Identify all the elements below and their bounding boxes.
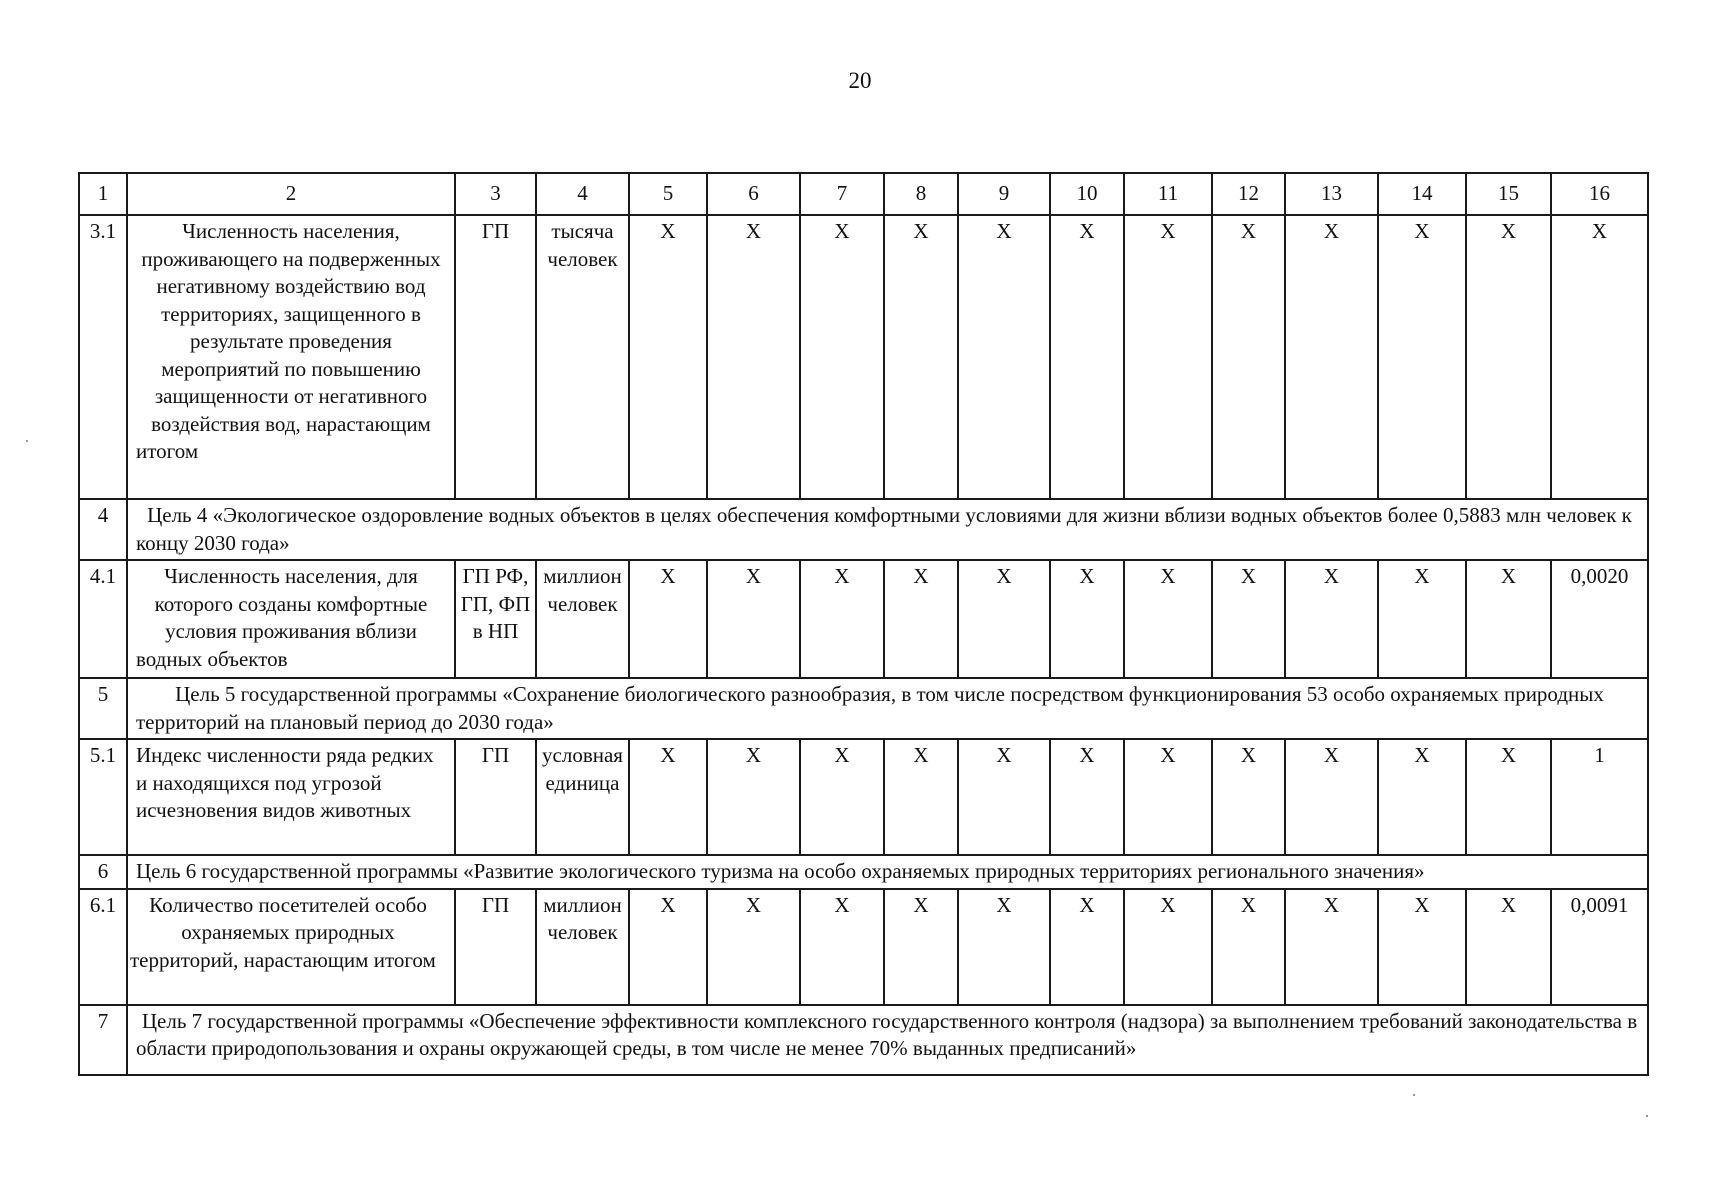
value-cell: X <box>629 560 707 678</box>
column-number: 4 <box>536 173 629 215</box>
indicator-unit: тысяча человек <box>536 215 629 499</box>
value-cell: X <box>800 739 884 855</box>
value-cell: X <box>958 560 1050 678</box>
value-cell: X <box>1124 739 1212 855</box>
value-cell: X <box>800 560 884 678</box>
indicator-row-5-1 <box>79 739 1648 855</box>
goal-row-5 <box>79 678 1648 739</box>
goal-row-7 <box>79 1005 1648 1075</box>
value-cell: X <box>1285 560 1378 678</box>
value-cell: X <box>1124 560 1212 678</box>
column-number: 8 <box>884 173 958 215</box>
value-cell: X <box>884 739 958 855</box>
value-cell: X <box>1466 560 1551 678</box>
value-cell: X <box>1378 889 1466 1005</box>
column-number: 10 <box>1050 173 1124 215</box>
value-cell: 1 <box>1551 739 1648 855</box>
indicators-table <box>78 172 1649 1076</box>
indicator-row-4-1 <box>79 560 1648 678</box>
row-number: 7 <box>79 1005 127 1075</box>
goal-text: Цель 5 государственной программы «Сохранение биологического разнообразия, в том числе посредством функционирования 53 особо охраняемых природных территорий на плановый период до 2030 года» <box>127 678 1648 739</box>
value-cell: X <box>1212 889 1285 1005</box>
value-cell: X <box>958 739 1050 855</box>
column-number: 14 <box>1378 173 1466 215</box>
value-cell: X <box>1212 739 1285 855</box>
column-number: 9 <box>958 173 1050 215</box>
indicator-level: ГП <box>455 739 536 855</box>
value-cell: 0,0020 <box>1551 560 1648 678</box>
goal-row-4 <box>79 499 1648 560</box>
indicator-level: ГП РФ, ГП, ФП в НП <box>455 560 536 678</box>
column-number: 15 <box>1466 173 1551 215</box>
value-cell: X <box>1378 215 1466 499</box>
indicator-row-3-1 <box>79 215 1648 499</box>
value-cell: X <box>1466 215 1551 499</box>
column-number: 12 <box>1212 173 1285 215</box>
indicator-name: Индекс численности ряда редких и находящихся под угрозой исчезновения видов животных <box>127 739 455 855</box>
value-cell: X <box>1050 560 1124 678</box>
value-cell: X <box>1212 560 1285 678</box>
column-number: 5 <box>629 173 707 215</box>
page-number: 20 <box>848 68 872 93</box>
value-cell: X <box>1466 739 1551 855</box>
column-number: 16 <box>1551 173 1648 215</box>
scan-speck <box>1646 1115 1648 1117</box>
goal-row-6 <box>79 855 1648 889</box>
column-number: 13 <box>1285 173 1378 215</box>
value-cell: X <box>1212 215 1285 499</box>
column-number: 11 <box>1124 173 1212 215</box>
value-cell: X <box>707 739 800 855</box>
row-number: 5 <box>79 678 127 739</box>
value-cell: X <box>1551 215 1648 499</box>
indicator-unit: миллион человек <box>536 889 629 1005</box>
value-cell: X <box>1050 739 1124 855</box>
value-cell: X <box>800 215 884 499</box>
value-cell: X <box>1050 215 1124 499</box>
value-cell: X <box>958 889 1050 1005</box>
column-number: 7 <box>800 173 884 215</box>
row-number: 4 <box>79 499 127 560</box>
scan-speck <box>1413 1094 1415 1096</box>
value-cell: 0,0091 <box>1551 889 1648 1005</box>
value-cell: X <box>629 889 707 1005</box>
value-cell: X <box>1466 889 1551 1005</box>
goal-text: Цель 6 государственной программы «Развитие экологического туризма на особо охраняемых природных территориях регионального значения» <box>127 855 1648 889</box>
row-number: 5.1 <box>79 739 127 855</box>
column-number: 3 <box>455 173 536 215</box>
value-cell: X <box>707 560 800 678</box>
value-cell: X <box>958 215 1050 499</box>
indicator-name: Численность населения, для которого созданы комфортные условия проживания вблизи водных объектов <box>127 560 455 678</box>
column-number: 2 <box>127 173 455 215</box>
value-cell: X <box>1050 889 1124 1005</box>
goal-text: Цель 4 «Экологическое оздоровление водных объектов в целях обеспечения комфортными условиями для жизни вблизи водных объектов более 0,5883 млн человек к концу 2030 года» <box>127 499 1648 560</box>
value-cell: X <box>1124 215 1212 499</box>
value-cell: X <box>1285 889 1378 1005</box>
value-cell: X <box>1378 739 1466 855</box>
value-cell: X <box>1285 739 1378 855</box>
indicator-level: ГП <box>455 889 536 1005</box>
table-header-row <box>79 173 1648 215</box>
column-number: 1 <box>79 173 127 215</box>
indicator-unit: миллион человек <box>536 560 629 678</box>
goal-text: Цель 7 государственной программы «Обеспечение эффективности комплексного государственного контроля (надзора) за выполнением требований законодательства в области природопользования и охраны окружающей среды, в том числе не менее 70% выданных предписаний» <box>127 1005 1648 1075</box>
indicator-name: Численность населения, проживающего на подверженных негативному воздействию вод территориях, защищенного в результате проведения мероприятий по повышению защищенности от негативного воздействия вод, нарастающим итогом <box>127 215 455 499</box>
value-cell: X <box>884 560 958 678</box>
value-cell: X <box>1378 560 1466 678</box>
indicator-name: Количество посетителей особо охраняемых природных территорий, нарастающим итогом <box>127 889 455 1005</box>
value-cell: X <box>707 889 800 1005</box>
indicator-level: ГП <box>455 215 536 499</box>
row-number: 6.1 <box>79 889 127 1005</box>
value-cell: X <box>884 889 958 1005</box>
value-cell: X <box>629 215 707 499</box>
value-cell: X <box>884 215 958 499</box>
row-number: 3.1 <box>79 215 127 499</box>
value-cell: X <box>1285 215 1378 499</box>
value-cell: X <box>1124 889 1212 1005</box>
scan-speck <box>26 440 28 442</box>
value-cell: X <box>629 739 707 855</box>
value-cell: X <box>800 889 884 1005</box>
column-number: 6 <box>707 173 800 215</box>
indicator-row-6-1 <box>79 889 1648 1005</box>
indicator-unit: условная единица <box>536 739 629 855</box>
row-number: 4.1 <box>79 560 127 678</box>
row-number: 6 <box>79 855 127 889</box>
value-cell: X <box>707 215 800 499</box>
